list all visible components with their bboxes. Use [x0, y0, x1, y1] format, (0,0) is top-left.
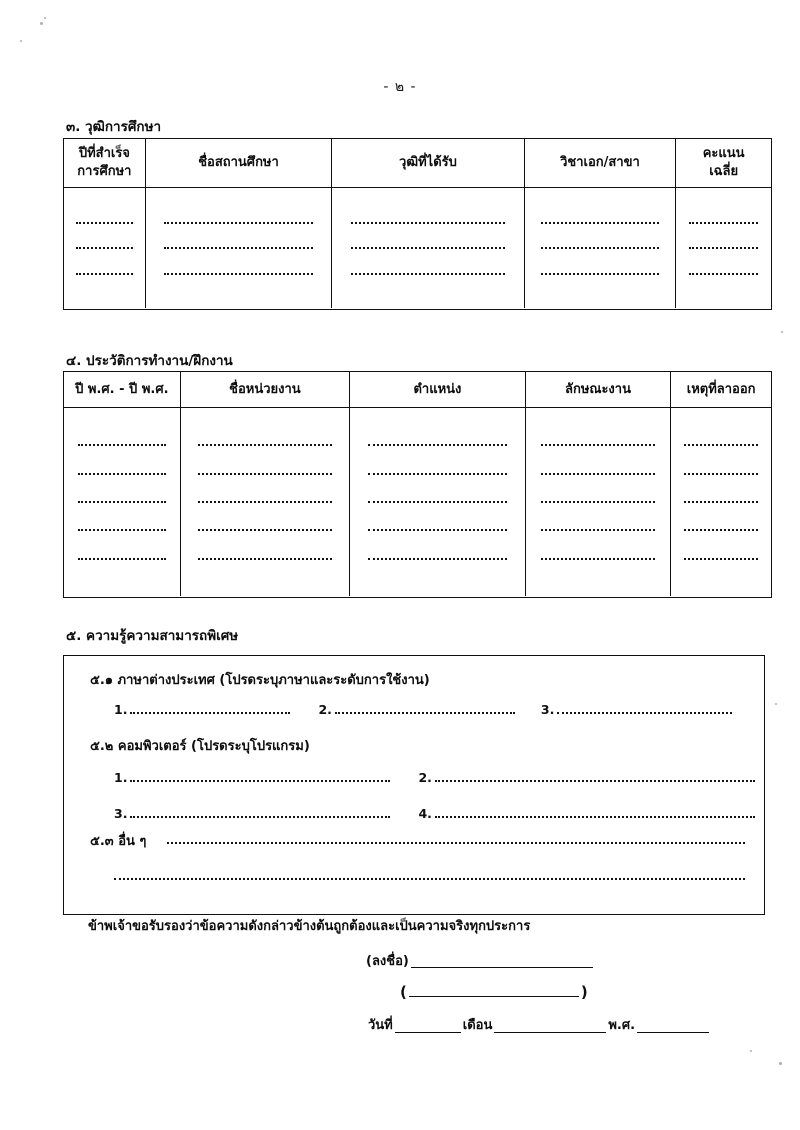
fill-in-dotted-line[interactable]	[78, 444, 166, 446]
computer-entry-3[interactable]	[114, 808, 390, 821]
fill-in-dotted-line[interactable]	[684, 558, 758, 560]
work-col-organization: ชื่อหน่วยงาน	[181, 372, 351, 407]
list-number: 2.	[318, 702, 332, 717]
foreign-language-entry-2[interactable]	[318, 704, 514, 717]
fill-in-dotted-line[interactable]	[541, 501, 654, 503]
subsection-label-foreign-language: ๕.๑ ภาษาต่างประเทศ (โปรดระบุภาษาและระดับการใช้งาน)	[90, 673, 430, 688]
printed-name-line	[400, 983, 588, 1001]
page-number: - ๒ -	[383, 79, 417, 95]
list-number: 3.	[540, 702, 555, 717]
fill-in-dotted-line[interactable]	[78, 558, 166, 560]
education-entry-major-cell[interactable]	[525, 188, 677, 308]
education-table-body	[64, 188, 771, 308]
fill-in-dotted-line[interactable]	[76, 273, 133, 275]
education-entry-gpa-cell[interactable]	[676, 188, 771, 308]
foreign-language-entry-row	[64, 704, 766, 717]
fill-in-dotted-line[interactable]	[541, 473, 654, 475]
fill-in-dotted-line[interactable]	[78, 473, 166, 475]
fill-in-dotted-line[interactable]	[557, 712, 732, 714]
computer-entry-1[interactable]	[114, 772, 390, 785]
fill-in-dotted-line[interactable]	[198, 529, 332, 531]
fill-in-dotted-line[interactable]	[198, 558, 332, 560]
fill-in-dotted-line[interactable]	[368, 444, 507, 446]
fill-in-dotted-line[interactable]	[78, 501, 166, 503]
section-heading-education: ๓. วุฒิการศึกษา	[66, 119, 162, 135]
education-col-institution: ชื่อสถานศึกษา	[146, 139, 332, 187]
fill-in-dotted-line[interactable]	[198, 501, 332, 503]
education-col-major: วิชาเอก/สาขา	[525, 139, 677, 187]
fill-in-dotted-line[interactable]	[351, 273, 505, 275]
fill-in-dotted-line[interactable]	[541, 444, 654, 446]
fill-in-dotted-line[interactable]	[689, 222, 758, 224]
fill-in-dotted-line[interactable]	[541, 222, 659, 224]
fill-in-dotted-line[interactable]	[541, 247, 659, 249]
fill-in-dotted-line[interactable]	[164, 222, 313, 224]
work-col-year-range: ปี พ.ศ. - ปี พ.ศ.	[64, 372, 181, 407]
list-number: 2.	[418, 770, 432, 785]
fill-in-dotted-line[interactable]	[368, 473, 507, 475]
signature-label: (ลงชื่อ)	[366, 954, 409, 969]
work-entry-position-cell[interactable]	[350, 408, 525, 596]
list-number: 4.	[418, 806, 432, 821]
work-entry-organization-cell[interactable]	[181, 408, 351, 596]
fill-in-dotted-line[interactable]	[78, 529, 166, 531]
subsection-label-other: ๕.๓ อื่น ๆ	[90, 834, 147, 849]
fill-in-dotted-line[interactable]	[689, 247, 758, 249]
fill-in-dotted-line[interactable]	[684, 473, 758, 475]
fill-in-dotted-line[interactable]	[198, 473, 332, 475]
fill-in-dotted-line[interactable]	[689, 273, 758, 275]
fill-in-dotted-line[interactable]	[684, 529, 758, 531]
printed-name-rule[interactable]	[409, 996, 579, 997]
section-heading-work-history: ๔. ประวัติการทำงาน/ฝึกงาน	[66, 353, 233, 369]
special-skills-box	[63, 655, 765, 915]
education-table	[63, 138, 772, 310]
fill-in-dotted-line[interactable]	[368, 501, 507, 503]
work-table-header-row	[64, 372, 771, 408]
close-paren: )	[580, 983, 588, 1001]
fill-in-dotted-line[interactable]	[164, 273, 313, 275]
scan-speck	[779, 1062, 782, 1065]
work-col-reason-for-leaving: เหตุที่ลาออก	[686, 381, 756, 397]
scan-speck	[781, 331, 783, 333]
signature-rule[interactable]	[411, 967, 593, 968]
computer-entry-row-1	[64, 772, 766, 785]
fill-in-dotted-line[interactable]	[335, 712, 515, 714]
work-entry-job-nature-cell[interactable]	[526, 408, 672, 596]
fill-in-dotted-line[interactable]	[435, 780, 755, 782]
work-col-job-nature: ลักษณะงาน	[526, 372, 672, 407]
computer-entry-row-2	[64, 808, 766, 821]
foreign-language-entry-1[interactable]	[114, 704, 290, 717]
education-entry-institution-cell[interactable]	[146, 188, 332, 308]
list-number: 1.	[114, 702, 128, 717]
section-heading-special-skills: ๕. ความรู้ความสามารถพิเศษ	[66, 628, 239, 644]
education-entry-degree-cell[interactable]	[332, 188, 524, 308]
education-table-header-row	[64, 139, 771, 188]
education-col-degree: วุฒิที่ได้รับ	[332, 139, 524, 187]
computer-entry-2[interactable]	[418, 772, 754, 785]
scan-speck	[750, 1050, 752, 1052]
year-label: พ.ศ.	[608, 1018, 636, 1033]
date-month-rule[interactable]	[494, 1032, 606, 1033]
fill-in-dotted-line[interactable]	[76, 247, 133, 249]
subsection-label-computer: ๕.๒ คอมพิวเตอร์ (โปรดระบุโปรแกรม)	[90, 739, 310, 754]
fill-in-dotted-line[interactable]	[368, 558, 507, 560]
education-col-gpa: คะแนน เฉลี่ย	[702, 146, 745, 179]
fill-in-dotted-line[interactable]	[164, 247, 313, 249]
date-label: วันที่	[368, 1018, 393, 1033]
education-entry-year-cell[interactable]	[64, 188, 146, 308]
other-skills-dotted-line-2[interactable]	[114, 878, 745, 880]
fill-in-dotted-line[interactable]	[130, 712, 290, 714]
date-year-rule[interactable]	[637, 1032, 709, 1033]
work-col-position: ตำแหน่ง	[350, 372, 526, 407]
other-skills-dotted-line-1[interactable]	[167, 842, 745, 844]
open-paren: (	[400, 983, 407, 1001]
scan-speck	[40, 22, 43, 25]
fill-in-dotted-line[interactable]	[435, 816, 755, 818]
fill-in-dotted-line[interactable]	[684, 444, 758, 446]
declaration-text: ข้าพเจ้าขอรับรองว่าข้อความดังกล่าวข้างต้นถูกต้องและเป็นความจริงทุกประการ	[88, 919, 531, 934]
fill-in-dotted-line[interactable]	[130, 816, 390, 818]
fill-in-dotted-line[interactable]	[351, 222, 505, 224]
date-day-rule[interactable]	[395, 1032, 461, 1033]
scan-speck	[20, 40, 22, 42]
fill-in-dotted-line[interactable]	[76, 222, 133, 224]
date-line	[366, 1014, 709, 1035]
scan-speck	[44, 17, 46, 19]
foreign-language-entry-3[interactable]	[541, 704, 732, 717]
work-entry-year-cell[interactable]	[64, 408, 181, 596]
list-number: 1.	[114, 770, 128, 785]
fill-in-dotted-line[interactable]	[684, 501, 758, 503]
list-number: 3.	[114, 806, 128, 821]
month-label: เดือน	[462, 1018, 493, 1033]
fill-in-dotted-line[interactable]	[541, 558, 654, 560]
fill-in-dotted-line[interactable]	[541, 273, 659, 275]
scan-speck	[775, 703, 777, 705]
fill-in-dotted-line[interactable]	[368, 529, 507, 531]
work-history-table	[63, 371, 772, 598]
education-col-graduation-year: ปีที่สำเร็จ การศึกษา	[64, 139, 146, 187]
fill-in-dotted-line[interactable]	[198, 444, 332, 446]
fill-in-dotted-line[interactable]	[541, 529, 654, 531]
work-entry-reason-cell[interactable]	[671, 408, 771, 596]
fill-in-dotted-line[interactable]	[351, 247, 505, 249]
computer-entry-4[interactable]	[418, 808, 754, 821]
fill-in-dotted-line[interactable]	[130, 780, 390, 782]
work-table-body	[64, 408, 771, 596]
signature-line	[366, 950, 593, 971]
